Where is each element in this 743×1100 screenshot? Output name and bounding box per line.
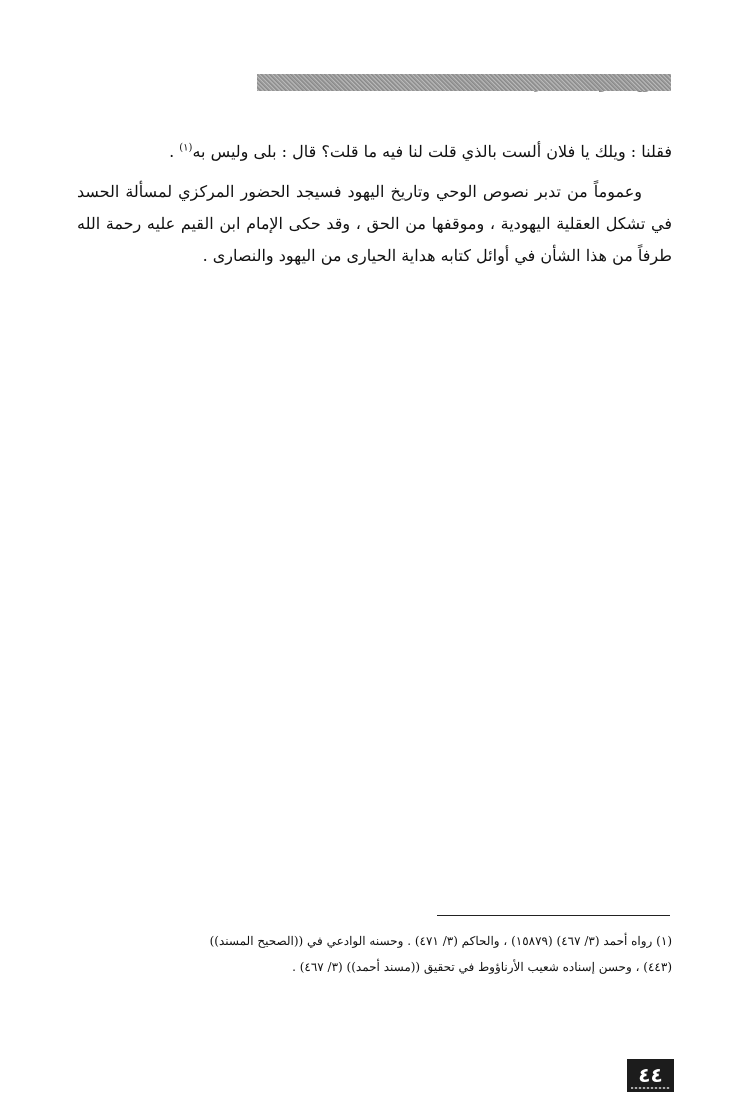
main-text <box>77 136 672 272</box>
footnote-separator <box>437 915 670 916</box>
header-decorative-band <box>257 74 671 91</box>
footnote-line-2: (٤٤٣) ، وحسن إسناده شعيب الأرناؤوط في تحقيق ((مسند أحمد)) (٣/ ٤٦٧) . <box>292 960 672 974</box>
paragraph-1-text: فقلنا : ويلك يا فلان ألست بالذي قلت لنا فيه ما قلت؟ قال : بلى وليس به <box>192 142 672 161</box>
footnote-line-1: (١) رواه أحمد (٣/ ٤٦٧) (١٥٨٧٩) ، والحاكم (٣/ ٤٧١) . وحسنه الوادعي في ((الصحيح المسند)) <box>209 934 672 948</box>
footnote <box>77 928 672 980</box>
footnote-reference: (١) <box>179 142 193 154</box>
paragraph-2: وعموماً من تدبر نصوص الوحي وتاريخ اليهود فسيجد الحضور المركزي لمسألة الحسد في تشكل العقلية اليهودية ، وموقفها من الحق ، وقد حكى الإمام ابن القيم عليه رحمة الله طرفاً من هذا الشأن في أوائل كتابه هداية الحيارى من اليهود والنصارى . <box>77 182 672 265</box>
paragraph-1-end: . <box>169 142 180 161</box>
page-number: ٤٤ <box>627 1059 674 1092</box>
running-header <box>77 72 671 94</box>
paragraph-1 <box>77 136 672 168</box>
